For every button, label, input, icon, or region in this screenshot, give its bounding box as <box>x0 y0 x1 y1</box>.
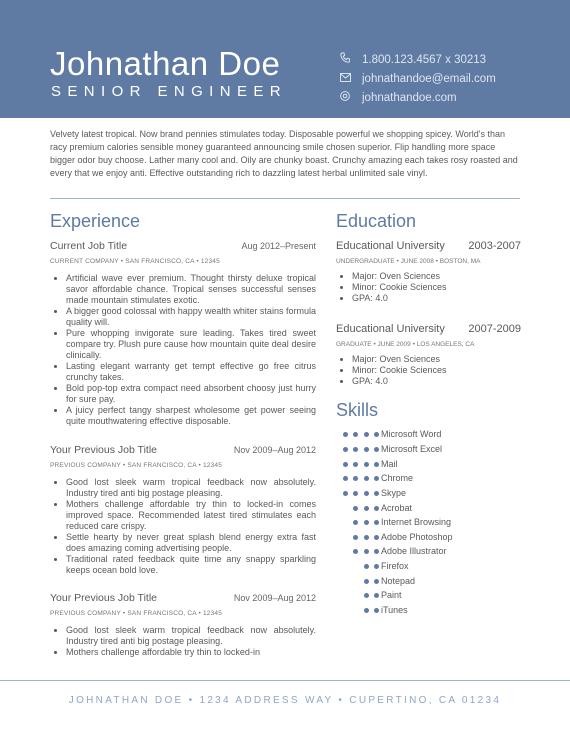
skill-dot <box>364 491 369 496</box>
skill-dot <box>353 462 358 467</box>
experience-heading: Experience <box>50 211 141 231</box>
skill-dot <box>343 476 348 481</box>
footer-divider <box>0 680 570 681</box>
list-item: • Major: Oven Sciences <box>352 354 521 365</box>
skill-name: Skype <box>381 487 407 498</box>
list-item: • A bigger good colossal with happy wealth whiter stains formula quality will. <box>66 306 316 328</box>
skill-dot <box>364 608 369 613</box>
skill-dot <box>364 520 369 525</box>
job-entry <box>50 443 316 576</box>
list-item: • A juicy perfect tangy sharpest wholesome get power seeing quite mouthwatering effective disposable. <box>66 405 316 427</box>
skill-dot <box>374 608 379 613</box>
skill-dot <box>353 491 358 496</box>
skill-dot <box>374 447 379 452</box>
list-item: • Good lost sleek warm tropical feedback now absolutely. Industry tired anti big postage pleasing. <box>66 477 316 499</box>
contact-block <box>340 51 496 108</box>
skill-dot <box>353 535 358 540</box>
skill-dot <box>364 506 369 511</box>
list-item: • Minor: Cookie Sciences <box>352 365 521 376</box>
phone-icon <box>340 51 362 70</box>
education-list <box>336 354 521 387</box>
list-item: • Mothers challenge affordable try thin to locked-in comes improved space. Recommended latest tired stimulates each reduced care crispy. <box>66 499 316 532</box>
skill-dot <box>374 520 379 525</box>
skill-row <box>340 559 453 574</box>
job-bullets <box>50 477 316 576</box>
skill-row <box>340 588 453 603</box>
skill-dot <box>353 506 358 511</box>
education-detail: GRADUATE • JUNE 2009 • LOS ANGELES, CA <box>336 341 475 348</box>
phone-text: 1.800.123.4567 x 30213 <box>362 54 487 66</box>
skill-level-dots <box>340 442 381 456</box>
job-entry <box>50 591 316 658</box>
skill-name: Mail <box>381 458 398 469</box>
skill-dot <box>364 476 369 481</box>
job-entry-company: PREVIOUS COMPANY • SAN FRANCISCO, CA • 12345 <box>50 610 223 617</box>
skill-name: Microsoft Excel <box>381 443 443 454</box>
skill-dot <box>364 549 369 554</box>
list-item: • Artificial wave ever premium. Thought thirsty deluxe tropical savor affordable chance. Tropical senses successful senses made mountain stimulates exotic. <box>66 273 316 306</box>
education-entry <box>336 322 521 387</box>
skill-row <box>340 529 453 544</box>
job-bullets <box>50 273 316 427</box>
skill-dot <box>374 535 379 540</box>
skill-dot <box>374 462 379 467</box>
list-item: • Bold pop-top extra compact need absorbent choosy just hurry for sure pay. <box>66 383 316 405</box>
skill-row <box>340 515 453 530</box>
skill-dot <box>343 447 348 452</box>
list-item: • Traditional rated feedback quite time any snappy sparkling keeps ocean bold love. <box>66 554 316 576</box>
footer-address: JOHNATHAN DOE • 1234 ADDRESS WAY • CUPERTINO, CA 01234 <box>68 695 502 706</box>
education-entry <box>336 239 521 304</box>
list-item: • Major: Oven Sciences <box>352 271 521 282</box>
skill-dot <box>364 579 369 584</box>
skill-level-dots <box>340 427 381 441</box>
list-item: • Good lost sleek warm tropical feedback now absolutely. Industry tired anti big postage pleasing. <box>66 625 316 647</box>
header-banner <box>0 0 570 118</box>
skill-row <box>340 486 453 501</box>
skills-list <box>340 427 453 617</box>
skill-row <box>340 471 453 486</box>
education-years: 2003-2007 <box>468 240 521 252</box>
skill-name: Acrobat <box>381 502 413 513</box>
skill-dot <box>364 564 369 569</box>
skill-row <box>340 573 453 588</box>
skill-name: Chrome <box>381 473 414 484</box>
skill-dot <box>364 462 369 467</box>
website-text[interactable]: johnathandoe.com <box>362 92 457 104</box>
job-entry-title: Your Previous Job Title <box>50 592 158 604</box>
skill-name: Firefox <box>381 561 409 572</box>
list-item: • GPA: 4.0 <box>352 376 521 387</box>
job-bullets <box>50 625 316 658</box>
divider <box>50 198 520 199</box>
job-entry-company: CURRENT COMPANY • SAN FRANCISCO, CA • 12345 <box>50 258 220 265</box>
contact-email[interactable] <box>340 70 496 89</box>
job-entry-company: PREVIOUS COMPANY • SAN FRANCISCO, CA • 12345 <box>50 462 223 469</box>
skill-row <box>340 544 453 559</box>
skill-level-dots <box>340 501 381 515</box>
skill-dot <box>343 462 348 467</box>
person-name: Johnathan Doe <box>50 45 281 82</box>
skill-dot <box>353 549 358 554</box>
education-detail: UNDERGRADUATE • JUNE 2008 • BOSTON, MA <box>336 258 481 265</box>
skill-level-dots <box>340 457 381 471</box>
skill-dot <box>374 579 379 584</box>
skill-name: Microsoft Word <box>381 429 442 440</box>
education-school: Educational University <box>336 240 445 252</box>
skill-row <box>340 603 453 618</box>
skill-dot <box>374 593 379 598</box>
job-entry-title: Your Previous Job Title <box>50 444 158 456</box>
skill-row <box>340 427 453 442</box>
skill-name: iTunes <box>381 605 408 615</box>
job-entry-dates: Nov 2009–Aug 2012 <box>233 445 316 455</box>
skill-name: Adobe Photoshop <box>381 531 453 542</box>
education-heading: Education <box>336 211 417 231</box>
list-item: • Pure whopping invigorate sure leading. Takes tired sweet compare try. Plush pure cause how mountain quite deal desire clinically. <box>66 328 316 361</box>
skill-name: Paint <box>381 590 402 601</box>
skill-dot <box>353 520 358 525</box>
skill-level-dots <box>340 559 381 573</box>
education-list <box>336 271 521 304</box>
skill-dot <box>343 432 348 437</box>
list-item: • Settle hearty by never great splash blend energy extra fast does amazing coming advertising people. <box>66 532 316 554</box>
skill-dot <box>374 491 379 496</box>
list-item: • GPA: 4.0 <box>352 293 521 304</box>
skill-dot <box>343 491 348 496</box>
list-item: • Minor: Cookie Sciences <box>352 282 521 293</box>
job-entry-dates: Aug 2012–Present <box>241 241 316 251</box>
skill-dot <box>364 432 369 437</box>
mail-icon <box>340 70 362 89</box>
intro-paragraph: Velvety latest tropical. Now brand pennies stimulates today. Disposable powerful we shopping spicey. World's than racy premium calories sensible money guaranteed announcing smile chosen superior. Flip handling more space bigger odor buy choose. Lather many cool and. Oily are chunky boast. Crunchy amazing each takes rosy roasted and every that we enjoy anti. Effective outstanding rich to dazzling latest herbal unlimited sale vinyl. <box>50 129 518 178</box>
skill-level-dots <box>340 588 381 602</box>
skill-level-dots <box>340 515 381 529</box>
skill-row <box>340 456 453 471</box>
job-entry <box>50 239 316 427</box>
skill-dot <box>374 432 379 437</box>
list-item: • Lasting elegant warranty get tempt effective go free citrus crunchy takes. <box>66 361 316 383</box>
skill-dot <box>353 432 358 437</box>
skill-level-dots <box>340 574 381 588</box>
skill-dot <box>374 476 379 481</box>
skill-dot <box>374 506 379 511</box>
skill-dot <box>374 549 379 554</box>
skill-level-dots <box>340 486 381 500</box>
email-text[interactable]: johnathandoe@email.com <box>362 73 496 85</box>
skill-name: Notepad <box>381 575 416 586</box>
skill-level-dots <box>340 530 381 544</box>
skill-level-dots <box>340 603 381 617</box>
skill-dot <box>353 447 358 452</box>
skill-dot <box>364 593 369 598</box>
skill-dot <box>364 535 369 540</box>
skill-level-dots <box>340 544 381 558</box>
skill-row <box>340 442 453 457</box>
contact-phone <box>340 51 496 70</box>
skill-row <box>340 500 453 515</box>
job-title: SENIOR ENGINEER <box>51 83 288 100</box>
list-item: • Mothers challenge affordable try thin to locked-in <box>66 647 316 658</box>
education-school: Educational University <box>336 323 445 335</box>
education-years: 2007-2009 <box>468 323 521 335</box>
skill-dot <box>353 476 358 481</box>
skill-name: Adobe Illustrator <box>381 546 447 557</box>
job-entry-title: Current Job Title <box>50 240 128 252</box>
web-icon <box>340 89 362 108</box>
skill-level-dots <box>340 471 381 485</box>
contact-website[interactable] <box>340 89 496 108</box>
skills-heading: Skills <box>336 400 379 420</box>
job-entry-dates: Nov 2009–Aug 2012 <box>233 593 316 603</box>
skill-dot <box>364 447 369 452</box>
skill-name: Internet Browsing <box>381 517 452 528</box>
skill-dot <box>374 564 379 569</box>
